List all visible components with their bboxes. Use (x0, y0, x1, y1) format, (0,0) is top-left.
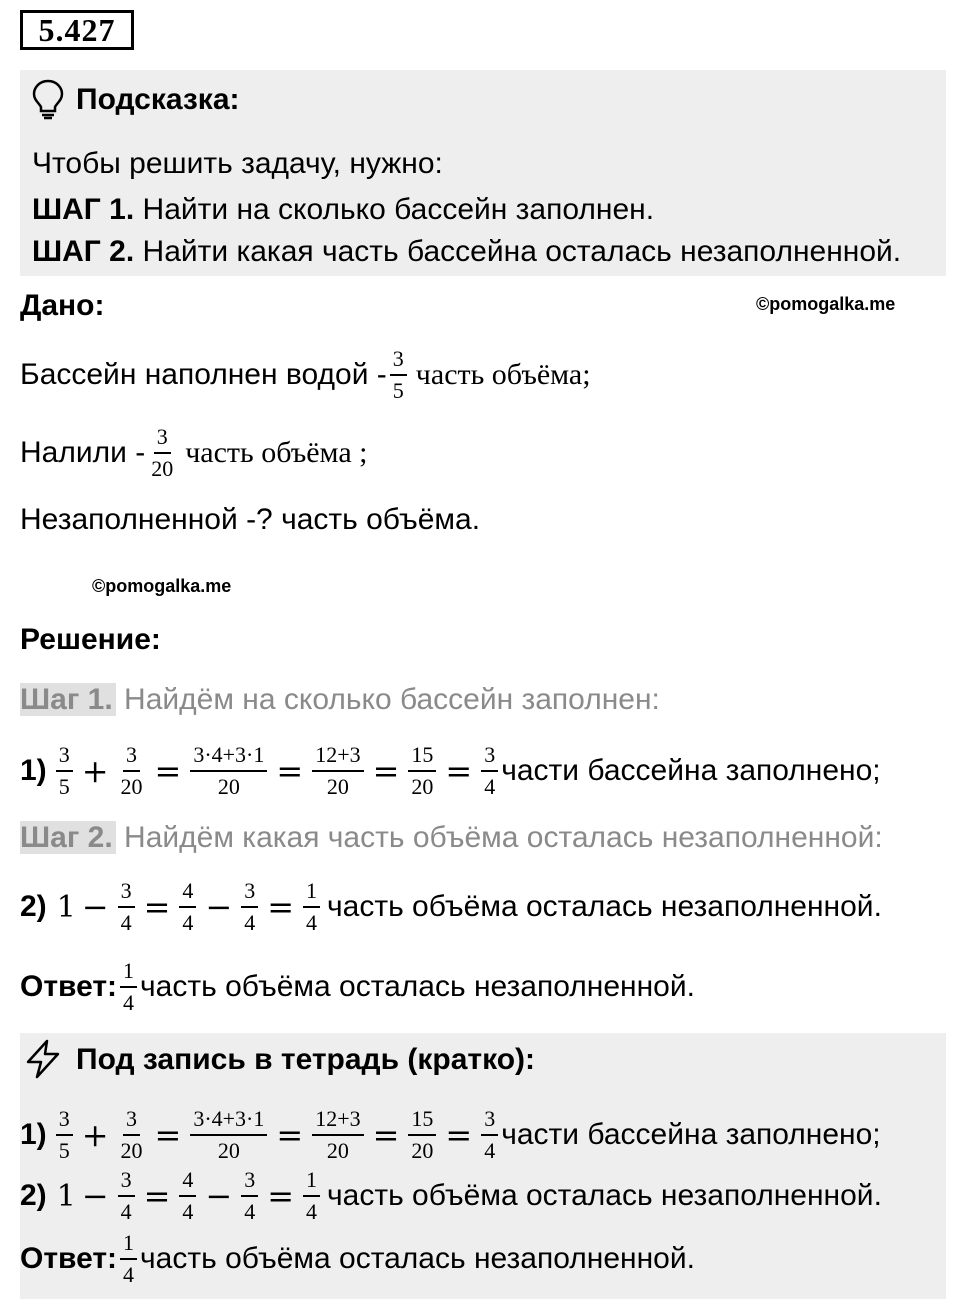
solution-title: Решение: (20, 623, 161, 656)
operator: = (267, 1177, 295, 1215)
notebook-equation-2 (20, 1161, 882, 1231)
notebook-title: Под запись в тетрадь (кратко): (76, 1043, 536, 1076)
operator: = (143, 888, 171, 926)
hint-step-2 (32, 234, 901, 270)
fraction: $\frac{1}{4}$ (303, 878, 320, 936)
operator: = (143, 1177, 171, 1215)
step-1-tag: Шаг 1. (20, 683, 116, 716)
fraction: $\frac{1}{4}$ (120, 958, 137, 1016)
given-line-1 (20, 340, 591, 410)
operator: − (205, 888, 233, 926)
given-line-1-prefix: Бассейн наполнен водой - (20, 358, 387, 391)
hint-step-1-text: Найти на сколько бассейн заполнен. (134, 193, 655, 226)
given-line-1-suffix: часть объёма; (415, 358, 591, 391)
fraction: $\frac{3\cdot 4+3\cdot 1}{20}$ (190, 742, 267, 800)
operator: + (81, 1116, 109, 1154)
equation-tail: часть объёма осталась незаполненной. (327, 1179, 882, 1212)
step-2-tag: Шаг 2. (20, 821, 116, 854)
operator: = (276, 1116, 304, 1154)
fraction: $\frac{3}{20}$ (151, 424, 174, 481)
answer-label: Ответ: (20, 1242, 118, 1275)
operator: = (154, 752, 182, 790)
operator: = (445, 752, 473, 790)
fraction: $\frac{3}{20}$ (120, 742, 143, 799)
notebook-equation-1 (20, 1100, 881, 1170)
equation-tail: части бассейна заполнено; (501, 754, 881, 787)
fraction: $\frac{1}{4}$ (303, 1167, 320, 1225)
equation-2 (20, 872, 882, 942)
hint-step-2-label: ШАГ 2. (32, 235, 135, 268)
fraction: $\frac{3\cdot 4+3\cdot 1}{20}$ (190, 1106, 267, 1164)
watermark: ©pomogalka.me (756, 294, 896, 314)
operator: = (372, 1116, 400, 1154)
operator: + (81, 752, 109, 790)
equation-label: 1) (20, 1118, 47, 1151)
fraction: $\frac{3}{5}$ (56, 742, 73, 800)
fraction: $\frac{3}{4}$ (481, 1106, 498, 1164)
answer-text: часть объёма осталась незаполненной. (140, 1242, 695, 1275)
equation-tail: часть объёма осталась незаполненной. (327, 890, 882, 923)
operator: = (372, 752, 400, 790)
problem-number: 5.427 (20, 10, 134, 50)
given-line-2 (20, 418, 368, 488)
answer-text: часть объёма осталась незаполненной. (140, 970, 695, 1003)
operator: = (445, 1116, 473, 1154)
answer-line (20, 952, 695, 1022)
fraction: $\frac{4}{4}$ (179, 1167, 196, 1225)
operator: = (276, 752, 304, 790)
hint-title: Подсказка: (76, 83, 240, 116)
solution-step-1 (20, 682, 660, 718)
number: 1 (56, 889, 76, 925)
notebook-answer-line (20, 1224, 695, 1294)
fraction: $\frac{12+3}{20}$ (312, 1106, 363, 1164)
number: 1 (56, 1178, 76, 1214)
operator: − (81, 1177, 109, 1215)
operator: − (205, 1177, 233, 1215)
hint-step-1-label: ШАГ 1. (32, 193, 135, 226)
fraction: $\frac{15}{20}$ (408, 742, 436, 800)
operator: = (267, 888, 295, 926)
equation-label: 2) (20, 1179, 47, 1212)
hint-step-2-text: Найти какая часть бассейна осталась незаполненной. (134, 235, 902, 268)
step-2-text: Найдём какая часть объёма осталась незаполненной: (115, 821, 883, 854)
fraction: $\frac{3}{4}$ (118, 1167, 135, 1225)
hint-step-1 (32, 192, 654, 228)
equation-label: 2) (20, 890, 47, 923)
solution-step-2 (20, 820, 883, 856)
fraction: $\frac{3}{4}$ (118, 878, 135, 936)
given-line-2-suffix: часть объёма ; (185, 436, 368, 469)
given-title: Дано: (20, 289, 105, 322)
operator: − (81, 888, 109, 926)
hint-intro: Чтобы решить задачу, нужно: (32, 147, 443, 180)
watermark: ©pomogalka.me (92, 576, 232, 596)
fraction: $\frac{3}{4}$ (241, 878, 258, 936)
equation-tail: части бассейна заполнено; (501, 1118, 881, 1151)
fraction: $\frac{3}{4}$ (481, 742, 498, 800)
step-1-text: Найдём на сколько бассейн заполнен: (115, 683, 660, 716)
equation-label: 1) (20, 754, 47, 787)
fraction: $\frac{3}{20}$ (120, 1106, 143, 1163)
lightbulb-icon (30, 78, 66, 120)
given-line-3: Незаполненной -? часть объёма. (20, 503, 481, 536)
answer-label: Ответ: (20, 970, 118, 1003)
fraction: $\frac{15}{20}$ (408, 1106, 436, 1164)
operator: = (154, 1116, 182, 1154)
fraction: $\frac{3}{4}$ (241, 1167, 258, 1225)
fraction: $\frac{3}{5}$ (390, 346, 407, 404)
fraction: $\frac{3}{5}$ (56, 1106, 73, 1164)
given-line-2-prefix: Налили - (20, 436, 146, 469)
equation-1 (20, 736, 881, 806)
lightning-icon (22, 1038, 64, 1080)
fraction: $\frac{4}{4}$ (179, 878, 196, 936)
fraction: $\frac{1}{4}$ (120, 1230, 137, 1288)
fraction: $\frac{12+3}{20}$ (312, 742, 363, 800)
